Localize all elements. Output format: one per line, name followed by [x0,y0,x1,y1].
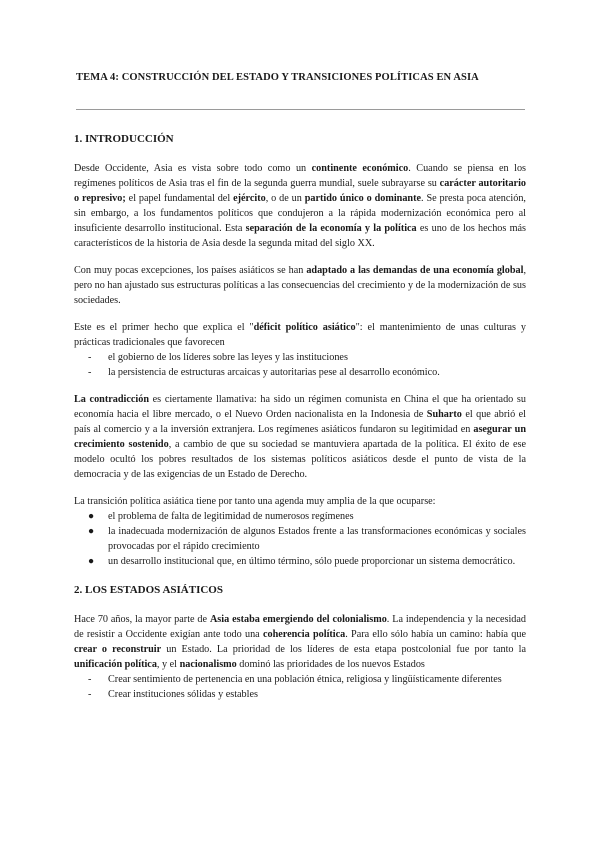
section-heading-estados-asiaticos: 2. LOS ESTADOS ASIÁTICOS [74,584,223,596]
list-item: ● un desarrollo institucional que, en último término, sólo puede proporcionar un sistema democrático. [88,556,516,567]
document-body [74,132,526,702]
dash-list-nuevos-estados [74,672,526,702]
paragraph-intro-5: La transición política asiática tiene por tanto una agenda muy amplia de la que ocuparse: [74,496,436,507]
bullet-marker: ● [88,511,95,522]
dash-marker: - [88,674,92,685]
paragraph-estados-1: Hace 70 años, la mayor parte de Asia estaba emergiendo del colonialismo. La independencia y la necesidad de resistir a Occidente exigían ante todo una coherencia política. Para ello sólo había un camino: había que crear o reconstruir un Estado. La prioridad de los líderes de esta etapa postcolonial fue por tanto la unificación política, y el nacionalismo dominó las prioridades de los nuevos Estados [74,614,527,670]
list-item: - el gobierno de los líderes sobre las leyes y las instituciones [88,352,348,363]
list-item: - la persistencia de estructuras arcaicas y autoritarias pese al desarrollo económico. [88,367,440,378]
dash-marker: - [88,352,92,363]
dash-list-deficit [74,350,526,380]
page-title: TEMA 4: CONSTRUCCIÓN DEL ESTADO Y TRANSICIONES POLÍTICAS EN ASIA [76,72,479,83]
paragraph-intro-3: Este es el primer hecho que explica el "déficit político asiático": el mantenimiento de unas culturas y prácticas tradicionales que favorecen [74,322,526,348]
paragraph-intro-2: Con muy pocas excepciones, los países asiáticos se han adaptado a las demandas de una economía global, pero no han ajustado sus estructuras políticas a las consecuencias del crecimiento y de la modernización de sus sociedades. [74,265,526,306]
dash-marker: - [88,689,92,700]
section-heading-introduccion: 1. INTRODUCCIÓN [74,133,174,145]
dash-marker: - [88,367,92,378]
paragraph-intro-4: La contradicción es ciertamente llamativa: ha sido un régimen comunista en China el que ha orientado su economía hacia el libre mercado, o el Nuevo Orden nacionalista en la Indonesia de Suharto el que abrió el país al comercio y a la inversión extranjera. Los regímenes asiáticos fundaron su legitimidad en asegurar un crecimiento sostenido, a cambio de que su sociedad se mantuviera apartada de la política. El éxito de ese modelo ocultó los pobres resultados de los sistemas políticos asiáticos desde el punto de vista de la democracia y de las exigencias de un Estado de Derecho. [74,394,526,480]
list-item: - Crear sentimiento de pertenencia en una población étnica, religiosa y lingüísticamente diferentes [88,674,502,685]
list-item: - Crear instituciones sólidas y estables [88,689,258,700]
bullet-marker: ● [88,526,95,537]
title-divider [76,109,525,110]
paragraph-intro-1: Desde Occidente, Asia es vista sobre todo como un continente económico. Cuando se piensa en los regímenes políticos de Asia tras el fin de la segunda guerra mundial, suele subrayarse su carácter autoritario o represivo; el papel fundamental del ejército, o de un partido único o dominante. Se presta poca atención, sin embargo, a los fundamentos políticos que condujeron a la rápida modernización económica pero al insuficiente desarrollo institucional. Esta separación de la economía y la política es uno de los hechos más característicos de la historia de Asia desde la segunda mitad del siglo XX. [74,163,526,249]
list-item: ● el problema de falta de legitimidad de numerosos regímenes [88,511,354,522]
bullet-marker: ● [88,556,95,567]
bullet-list-agenda [74,509,526,569]
list-item: ● la inadecuada modernización de algunos Estados frente a las transformaciones económicas y sociales provocadas por el rápido crecimiento [88,526,526,552]
